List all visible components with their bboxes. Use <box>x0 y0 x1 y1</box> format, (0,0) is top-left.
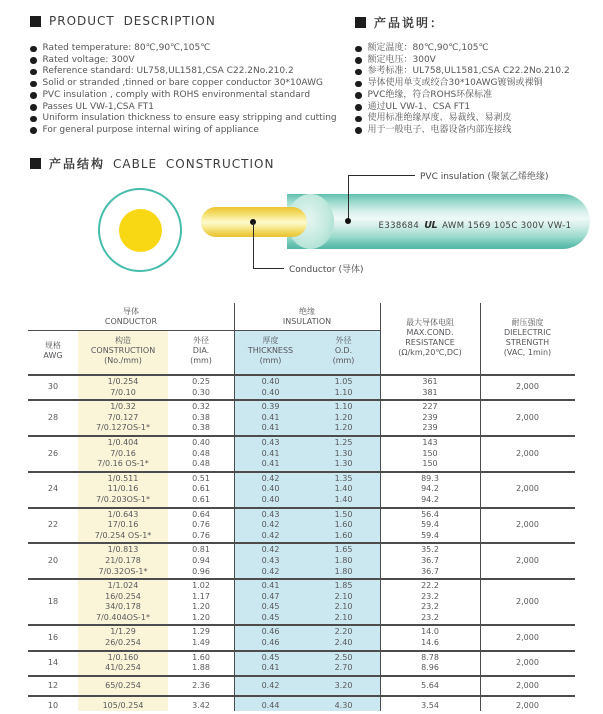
table-row <box>28 473 575 509</box>
bullet-item <box>355 125 570 137</box>
cell-thickness: 0.42 <box>261 680 280 690</box>
bullet-item <box>30 125 337 137</box>
bullet-text: Rated temperature: 80℃,90℃,105℃ <box>42 43 211 53</box>
table-header <box>28 303 575 375</box>
cell-thickness: 0.42 0.40 0.40 <box>261 473 280 504</box>
cell-awg: 24 <box>47 484 59 494</box>
cell-od: 1.50 1.60 1.60 <box>334 509 353 540</box>
cell-construction: 1/0.643 17/0.16 7/0.254 OS-1* <box>94 509 152 540</box>
table-row <box>28 580 575 626</box>
cell-resistance: 35.2 36.7 36.7 <box>421 545 439 576</box>
bullet-item <box>30 43 337 55</box>
cell-od: 3.20 <box>334 680 353 690</box>
table-row <box>28 652 575 677</box>
section-square-icon <box>30 158 41 169</box>
cell-od: 1.65 1.80 1.80 <box>334 545 353 576</box>
cable-cross-section <box>98 188 182 272</box>
product-notes-title <box>355 14 444 31</box>
header-resistance: 最大导体电阻 MAX.COND. RESISTANCE (Ω/km,20℃,DC) <box>398 318 462 357</box>
cell-strength: 2,000 <box>516 555 539 565</box>
bullet-icon <box>30 69 37 76</box>
cell-resistance: 8.78 8.96 <box>421 652 439 673</box>
cell-construction: 1/0.160 41/0.254 <box>105 652 141 673</box>
bullet-text: 用于一般电子、电器设备内部连接线 <box>367 124 512 135</box>
cell-resistance: 56.4 59.4 59.4 <box>421 509 439 540</box>
bullet-text: Solid or stranded ,tinned or bare copper conductor 30*10AWG <box>42 78 323 89</box>
bullet-item <box>355 78 570 90</box>
pvc-insulation-label: PVC insulation (聚氯乙烯绝缘) <box>420 172 549 182</box>
cell-construction: 1/0.511 11/0.16 7/0.203OS-1* <box>95 473 151 504</box>
bullet-item <box>30 113 337 125</box>
section-square-icon <box>355 17 366 28</box>
cell-construction: 1/0.32 7/0.127 7/0.127OS-1* <box>95 402 151 433</box>
header-thickness: 厚度 THICKNESS (mm) <box>247 336 294 365</box>
cell-strength: 2,000 <box>516 382 539 392</box>
bullet-icon <box>355 92 362 99</box>
bullet-text: Uniform insulation thickness to ensure easy stripping and cutting <box>42 113 337 124</box>
cell-od: 4.30 <box>334 701 353 711</box>
section-title-en: CABLE CONSTRUCTION <box>113 156 275 171</box>
group-insulation: 绝缘 INSULATION <box>282 307 332 326</box>
table-vline <box>380 303 381 711</box>
cell-construction: 1/1.024 16/0.254 34/0.178 7/0.404OS-1* <box>95 581 151 622</box>
cell-strength: 2,000 <box>516 701 539 711</box>
cell-od: 1.05 1.10 <box>334 377 353 397</box>
bullet-text: 额定温度：80℃,90℃,105℃ <box>367 43 489 53</box>
cell-thickness: 0.46 0.46 <box>261 627 280 648</box>
cell-od: 2.50 2.70 <box>334 652 353 673</box>
section-title-text: 产品说明： <box>374 16 445 30</box>
cable-print-spec: AWM 1569 105C 300V VW-1 <box>442 221 572 231</box>
bullet-item <box>355 66 570 78</box>
cell-awg: 22 <box>47 520 59 530</box>
cell-construction: 1/0.254 7/0.10 <box>107 377 139 397</box>
bullet-icon <box>30 104 37 111</box>
cell-dia: 1.29 1.49 <box>192 627 210 648</box>
pvc-callout-hline <box>348 175 415 176</box>
bullet-item <box>30 55 337 67</box>
bullet-text: 使用标准绝缘厚度、易裁线、易剥皮 <box>367 113 512 124</box>
cell-resistance: 143 150 150 <box>422 437 438 469</box>
cell-thickness: 0.41 0.47 0.45 0.45 <box>261 581 280 622</box>
spec-table <box>28 303 575 711</box>
cell-awg: 20 <box>47 555 59 565</box>
product-description-title <box>30 14 216 28</box>
bullet-icon <box>355 116 362 123</box>
cable-print <box>365 220 585 231</box>
cell-awg: 14 <box>47 657 59 667</box>
cell-dia: 1.02 1.17 1.20 1.20 <box>192 581 210 622</box>
cell-od: 1.25 1.30 1.30 <box>334 437 353 469</box>
cable-construction-title <box>30 155 274 172</box>
conductor-label: Conductor (导体) <box>289 265 364 275</box>
cell-od: 2.20 2.40 <box>334 627 353 648</box>
cell-resistance: 227 239 239 <box>422 402 438 433</box>
cell-resistance: 361 381 <box>422 377 438 397</box>
bullet-text: PVC insulation , comply with ROHS environmental standard <box>42 89 311 100</box>
table-row <box>28 376 575 401</box>
conductor-callout-hline <box>253 268 284 269</box>
bullet-icon <box>355 81 362 88</box>
cell-dia: 2.36 <box>192 680 210 690</box>
cell-od: 1.10 1.20 1.20 <box>334 402 353 433</box>
bullet-item <box>355 113 570 125</box>
bullet-item <box>355 90 570 102</box>
cell-strength: 2,000 <box>516 412 539 422</box>
cell-strength: 2,000 <box>516 596 539 606</box>
header-strength: 耐压强度 DIELECTRIC STRENGTH (VAC, 1min) <box>503 318 552 357</box>
cell-resistance: 5.64 <box>421 680 439 690</box>
bullet-item <box>30 66 337 78</box>
bullet-icon <box>355 127 362 134</box>
bullet-item <box>355 102 570 114</box>
cell-dia: 0.51 0.61 0.61 <box>192 473 210 504</box>
table-vline <box>480 303 481 711</box>
cell-thickness: 0.43 0.42 0.42 <box>261 509 280 540</box>
conductor-core <box>119 209 162 252</box>
product-description-list <box>30 43 337 137</box>
ul-mark-icon: UL <box>424 220 438 231</box>
cell-awg: 30 <box>47 382 59 392</box>
cell-dia: 0.32 0.38 0.38 <box>192 402 210 433</box>
header-construction: 构造 CONSTRUCTION (No./mm) <box>90 336 156 365</box>
bullet-text: 参考标准：UL758,UL1581,CSA C22.2No.210.2 <box>367 66 570 77</box>
table-row <box>28 697 575 714</box>
cell-construction: 65/0.254 <box>105 680 141 690</box>
bullet-icon <box>30 46 37 53</box>
cell-construction: 1/0.813 21/0.178 7/0.32OS-1* <box>98 545 148 576</box>
bullet-item <box>30 102 337 114</box>
header-dia: 外径 DIA. (mm) <box>190 336 212 365</box>
group-underline <box>28 330 380 331</box>
cell-thickness: 0.45 0.41 <box>261 652 280 673</box>
cell-od: 1.35 1.40 1.40 <box>334 473 353 504</box>
cell-construction: 1/1.29 26/0.254 <box>105 627 141 648</box>
bullet-icon <box>30 57 37 64</box>
cell-thickness: 0.44 <box>261 701 280 711</box>
bullet-text: Passes UL VW-1,CSA FT1 <box>42 101 154 112</box>
cell-strength: 2,000 <box>516 484 539 494</box>
bullet-text: 导体使用单支或绞合30*10AWG镀锡或裸铜 <box>367 78 543 89</box>
cell-thickness: 0.42 0.43 0.42 <box>261 545 280 576</box>
cell-resistance: 22.2 23.2 23.2 23.2 <box>421 581 439 622</box>
group-conductor: 导体 CONDUCTOR <box>104 307 158 326</box>
bullet-item <box>355 55 570 67</box>
cell-awg: 16 <box>47 632 59 642</box>
bullet-text: PVC绝缘，符合ROHS环保标准 <box>367 89 493 100</box>
bullet-item <box>355 43 570 55</box>
table-rows <box>28 376 575 714</box>
cell-awg: 12 <box>47 680 59 690</box>
cell-construction: 1/0.404 7/0.16 7/0.16 OS-1* <box>97 437 149 469</box>
product-notes-list <box>355 43 570 137</box>
bullet-icon <box>355 69 362 76</box>
cell-dia: 0.40 0.48 0.48 <box>192 437 210 469</box>
table-row <box>28 544 575 580</box>
section-title-text: PRODUCT DESCRIPTION <box>49 14 216 28</box>
table-row <box>28 677 575 698</box>
section-title-zh: 产品结构 <box>49 157 106 171</box>
section-square-icon <box>30 16 41 27</box>
cell-thickness: 0.39 0.41 0.41 <box>261 402 280 433</box>
cell-awg: 10 <box>47 701 59 711</box>
cell-od: 1.85 2.10 2.10 2.10 <box>334 581 353 622</box>
cable-print-cert: E338684 <box>378 221 420 231</box>
bullet-text: 通过UL VW-1、CSA FT1 <box>367 101 471 112</box>
conductor-callout-vline <box>253 222 254 268</box>
cell-resistance: 89.3 94.2 94.2 <box>421 473 439 504</box>
cell-dia: 3.42 <box>192 701 210 711</box>
bullet-icon <box>30 81 37 88</box>
header-awg: 规格 AWG <box>43 341 63 360</box>
bullet-icon <box>355 57 362 64</box>
cell-thickness: 0.40 0.40 <box>261 377 280 397</box>
cell-thickness: 0.43 0.41 0.41 <box>261 437 280 469</box>
table-row <box>28 509 575 545</box>
cell-dia: 0.64 0.76 0.76 <box>192 509 210 540</box>
table-row <box>28 626 575 651</box>
cell-dia: 0.81 0.94 0.96 <box>192 545 210 576</box>
bullet-icon <box>30 92 37 99</box>
cell-strength: 2,000 <box>516 632 539 642</box>
bullet-text: Reference standard: UL758,UL1581,CSA C22.2No.210.2 <box>42 66 294 77</box>
bullet-icon <box>355 104 362 111</box>
bullet-text: For general purpose internal wiring of appliance <box>42 124 259 135</box>
bullet-text: 额定电压：300V <box>367 54 436 65</box>
bullet-icon <box>30 127 37 134</box>
bullet-icon <box>30 116 37 123</box>
cell-awg: 18 <box>47 596 59 606</box>
header-od: 外径 O.D. (mm) <box>332 336 355 365</box>
pvc-callout-vline <box>348 175 349 221</box>
cell-awg: 28 <box>47 412 59 422</box>
table-row <box>28 401 575 437</box>
cell-strength: 2,000 <box>516 448 539 458</box>
cell-resistance: 3.54 <box>421 701 439 711</box>
cell-construction: 105/0.254 <box>102 701 144 711</box>
cell-resistance: 14.0 14.6 <box>421 627 439 648</box>
bullet-item <box>30 90 337 102</box>
cell-awg: 26 <box>47 448 59 458</box>
bullet-icon <box>355 46 362 53</box>
cell-strength: 2,000 <box>516 520 539 530</box>
table-row <box>28 437 575 473</box>
pvc-callout-dot <box>345 218 351 224</box>
header-underline <box>28 374 575 376</box>
cell-dia: 1.60 1.88 <box>192 652 210 673</box>
cell-strength: 2,000 <box>516 657 539 667</box>
bullet-text: Rated voltage: 300V <box>42 54 135 65</box>
bullet-item <box>30 78 337 90</box>
table-vline <box>234 303 235 711</box>
cell-strength: 2,000 <box>516 680 539 690</box>
cell-dia: 0.25 0.30 <box>192 377 210 397</box>
